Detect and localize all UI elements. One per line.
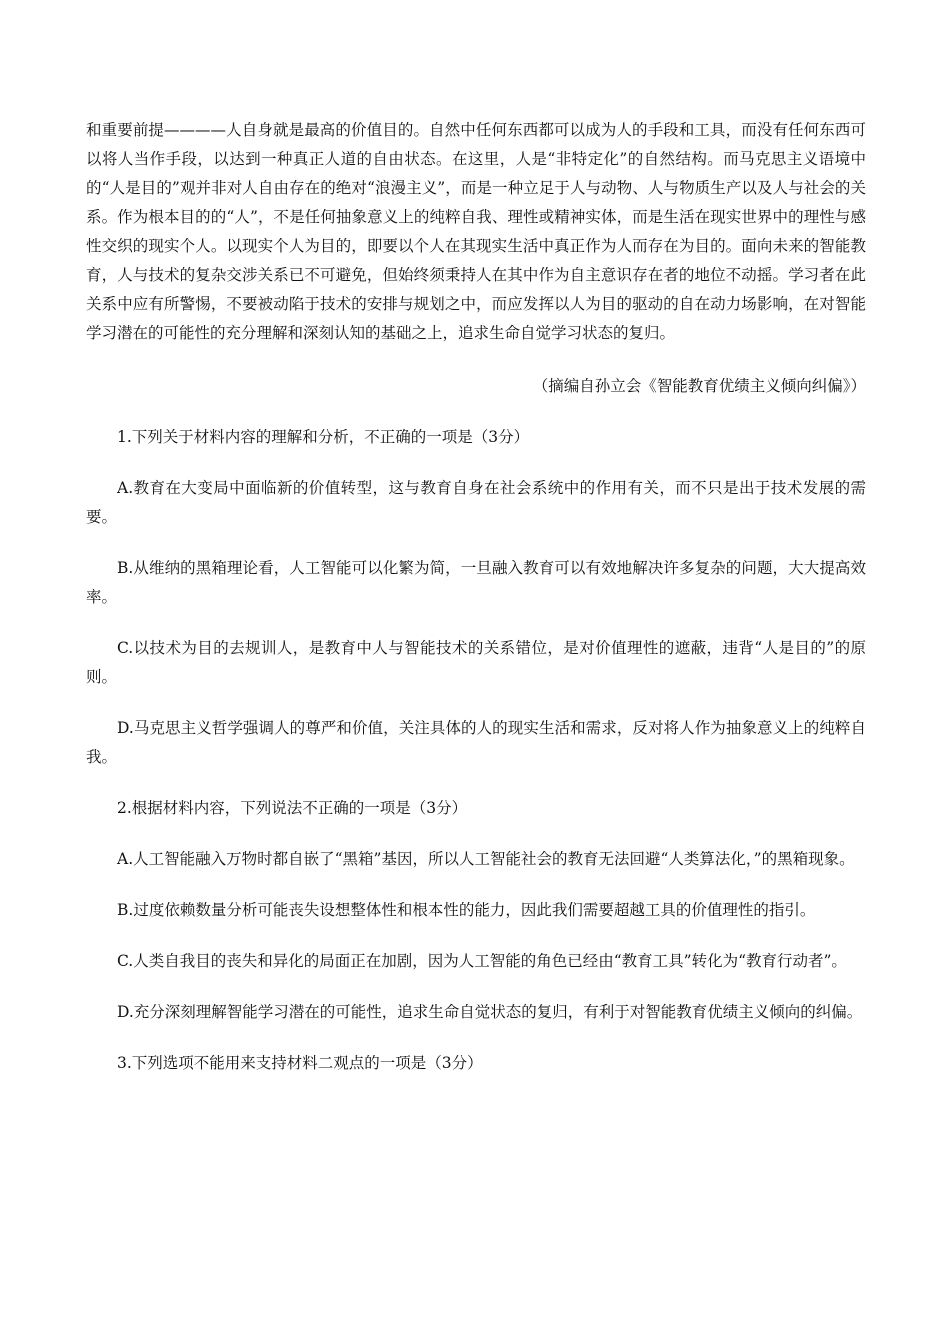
exam-page [86,116,866,1078]
question-1-title: 1.下列关于材料内容的理解和分析，不正确的一项是（3分） [117,428,530,446]
question-1 [86,423,866,772]
question-1-option-c: C.以技术为目的去规训人，是教育中人与智能技术的关系错位，是对价值理性的遮蔽，违背“人是目的”的原则。 [86,639,866,686]
question-3-title: 3.下列选项不能用来支持材料二观点的一项是（3分） [117,1054,483,1072]
question-1-option-b: B.从维纳的黑箱理论看，人工智能可以化繁为简，一旦融入教育可以有效地解决许多复杂的问题，大大提高效率。 [86,559,866,606]
question-1-option-a: A.教育在大变局中面临新的价值转型，这与教育自身在社会系统中的作用有关，而不只是出于技术发展的需要。 [86,479,866,526]
question-2-option-d: D.充分深刻理解智能学习潜在的可能性，追求生命自觉状态的复归，有利于对智能教育优绩主义倾向的纠偏。 [117,1003,863,1021]
question-3 [86,1049,866,1078]
question-1-option-d: D.马克思主义哲学强调人的尊严和价值，关注具体的人的现实生活和需求，反对将人作为抽象意义上的纯粹自我。 [86,719,866,766]
question-2 [86,794,866,1027]
question-2-option-b: B.过度依赖数量分析可能丧失设想整体性和根本性的能力，因此我们需要超越工具的价值理性的指引。 [117,901,816,919]
question-2-option-c: C.人类自我目的丧失和异化的局面正在加剧，因为人工智能的角色已经由“教育工具”转化为“教育行动者”。 [117,952,847,970]
question-2-option-a: A.人工智能融入万物时都自嵌了“黑箱”基因，所以人工智能社会的教育无法回避“人类算法化，”的黑箱现象。 [117,850,855,868]
passage-source: （摘编自孙立会《智能教育优绩主义倾向纠偏》） [532,377,866,395]
passage-paragraph: 和重要前提————人自身就是最高的价值目的。自然中任何东西都可以成为人的手段和工具，而没有任何东西可以将人当作手段，以达到一种真正人道的自由状态。在这里，人是“非特定化”的自然结构。而马克思主义语境中的“人是目的”观并非对人自由存在的绝对“浪漫主义”，而是一种立足于人与动物、人与物质生产以及人与社会的关系。作为根本目的的“人”，不是任何抽象意义上的纯粹自我、理性或精神实体，而是生活在现实世界中的理性与感性交织的现实个人。以现实个人为目的，即要以个人在其现实生活中真正作为人而存在为目的。面向未来的智能教育，人与技术的复杂交涉关系已不可避免，但始终须秉持人在其中作为自主意识存在者的地位不动摇。学习者在此关系中应有所警惕，不要被动陷于技术的安排与规划之中，而应发挥以人为目的驱动的自在动力场影响，在对智能学习潜在的可能性的充分理解和深刻认知的基础之上，追求生命自觉学习状态的复归。 [86,121,866,342]
question-2-title: 2.根据材料内容，下列说法不正确的一项是（3分） [117,799,468,817]
